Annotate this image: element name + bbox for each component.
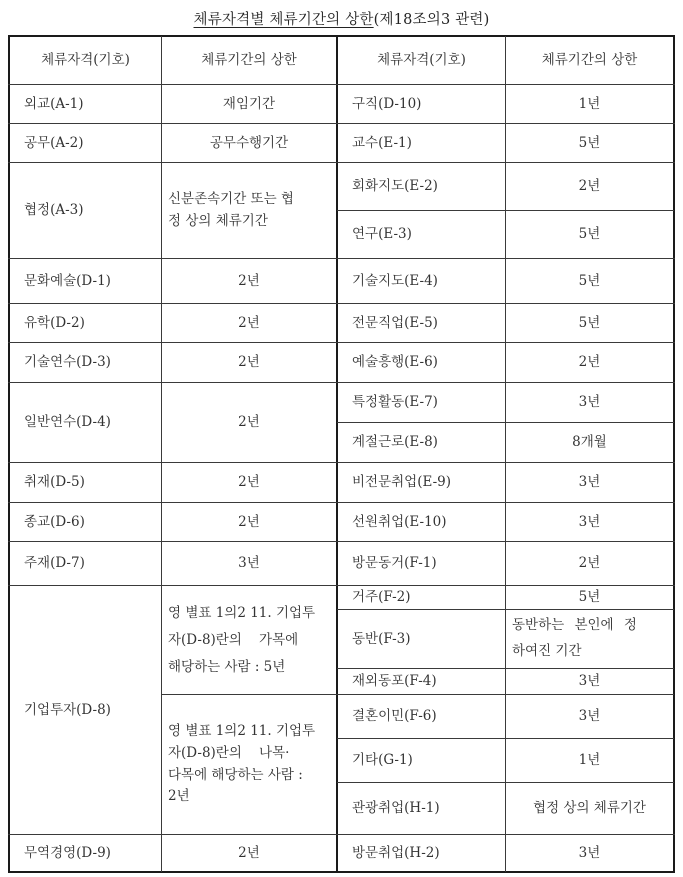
limit-a3 <box>162 163 336 258</box>
status-a3: 협정(A-3) <box>24 202 84 219</box>
limit-e9: 3년 <box>578 474 601 491</box>
limit-d8-b-line1: 영 별표 1의2 11. 기업투 <box>168 723 316 740</box>
limit-e10: 3년 <box>578 513 601 530</box>
limit-d4: 2년 <box>238 414 260 431</box>
limit-e4: 5년 <box>578 272 601 289</box>
status-e7: 특정활동(E-7) <box>352 394 438 411</box>
status-d6: 종교(D-6) <box>24 513 85 530</box>
status-f6: 결혼이민(F-6) <box>352 708 437 725</box>
status-d2: 유학(D-2) <box>24 314 85 331</box>
status-h1: 관광취업(H-1) <box>352 800 440 817</box>
status-d10: 구직(D-10) <box>352 95 422 112</box>
limit-g1: 1년 <box>578 752 601 769</box>
limit-e6: 2년 <box>578 354 601 371</box>
limit-d10: 1년 <box>578 95 601 112</box>
limit-a2: 공무수행기간 <box>209 134 289 151</box>
status-f4: 재외동포(F-4) <box>352 673 437 690</box>
limit-d7: 3년 <box>238 555 260 572</box>
limit-h1: 협정 상의 체류기간 <box>533 800 646 817</box>
table-border-bottom <box>8 871 675 873</box>
table-title-reference: (제18조의3 관련) <box>373 12 490 28</box>
status-d1: 문화예술(D-1) <box>24 272 111 289</box>
limit-h2: 3년 <box>578 844 601 861</box>
header-limit-right: 체류기간의 상한 <box>541 52 638 69</box>
status-e2: 회화지도(E-2) <box>352 178 438 195</box>
table-title <box>0 8 683 29</box>
limit-d3: 2년 <box>238 354 260 371</box>
status-d5: 취재(D-5) <box>24 474 85 491</box>
status-e10: 선원취업(E-10) <box>352 513 447 530</box>
header-status-left: 체류자격(기호) <box>41 52 130 69</box>
limit-e3: 5년 <box>578 226 601 243</box>
table-border-right <box>673 35 675 873</box>
limit-e7: 3년 <box>578 394 601 411</box>
status-e1: 교수(E-1) <box>352 134 412 151</box>
status-d7: 주재(D-7) <box>24 555 85 572</box>
limit-e5: 5년 <box>578 314 601 331</box>
status-a1: 외교(A-1) <box>24 95 84 112</box>
status-f3: 동반(F-3) <box>352 630 411 647</box>
limit-f4: 3년 <box>578 673 601 690</box>
limit-d8-a <box>162 586 336 694</box>
status-f1: 방문동거(F-1) <box>352 555 437 572</box>
status-d8: 기업투자(D-8) <box>24 701 111 718</box>
status-e3: 연구(E-3) <box>352 226 412 243</box>
status-f2: 거주(F-2) <box>352 589 411 606</box>
limit-f1: 2년 <box>578 555 601 572</box>
limit-f3 <box>506 610 673 668</box>
status-e6: 예술흥행(E-6) <box>352 354 438 371</box>
limit-d8-a-line3: 해당하는 사람 : 5년 <box>168 658 286 675</box>
limit-d8-a-line1: 영 별표 1의2 11. 기업투 <box>168 604 316 621</box>
limit-f6: 3년 <box>578 708 601 725</box>
limit-e8: 8개월 <box>572 434 607 451</box>
limit-d9: 2년 <box>238 844 260 861</box>
status-a2: 공무(A-2) <box>24 134 84 151</box>
status-e8: 계절근로(E-8) <box>352 434 438 451</box>
status-e4: 기술지도(E-4) <box>352 272 438 289</box>
limit-f3-line1: 동반하는 본인에 정 <box>512 617 637 634</box>
limit-a3-line2: 정 상의 체류기간 <box>168 212 268 229</box>
limit-e1: 5년 <box>578 134 601 151</box>
limit-d8-b-line3: 다목에 해당하는 사람 : <box>168 766 303 783</box>
limit-a1: 재임기간 <box>222 95 276 112</box>
limit-f2: 5년 <box>578 589 601 606</box>
limit-d8-b-line4: 2년 <box>168 788 190 805</box>
limit-d8-b-line2: 자(D-8)란의 나목· <box>168 744 290 761</box>
table-title-main: 체류자격별 체류기간의 상한 <box>193 12 374 28</box>
status-h2: 방문취업(H-2) <box>352 844 440 861</box>
limit-e2: 2년 <box>578 178 601 195</box>
status-e9: 비전문취업(E-9) <box>352 474 451 491</box>
limit-d5: 2년 <box>238 474 260 491</box>
limit-d1: 2년 <box>238 272 260 289</box>
limit-d8-a-line2: 자(D-8)란의 가목에 <box>168 631 299 648</box>
status-d3: 기술연수(D-3) <box>24 354 111 371</box>
status-d9: 무역경영(D-9) <box>24 844 111 861</box>
status-d4: 일반연수(D-4) <box>24 414 111 431</box>
limit-d2: 2년 <box>238 314 260 331</box>
limit-f3-line2: 하여진 기간 <box>512 643 582 659</box>
status-g1: 기타(G-1) <box>352 752 413 769</box>
limit-d8-b <box>162 695 336 834</box>
limit-d6: 2년 <box>238 513 260 530</box>
status-e5: 전문직업(E-5) <box>352 314 438 331</box>
limit-a3-line1: 신분존속기간 또는 협 <box>168 190 294 207</box>
header-limit-left: 체류기간의 상한 <box>201 52 297 69</box>
header-status-right: 체류자격(기호) <box>377 52 466 69</box>
